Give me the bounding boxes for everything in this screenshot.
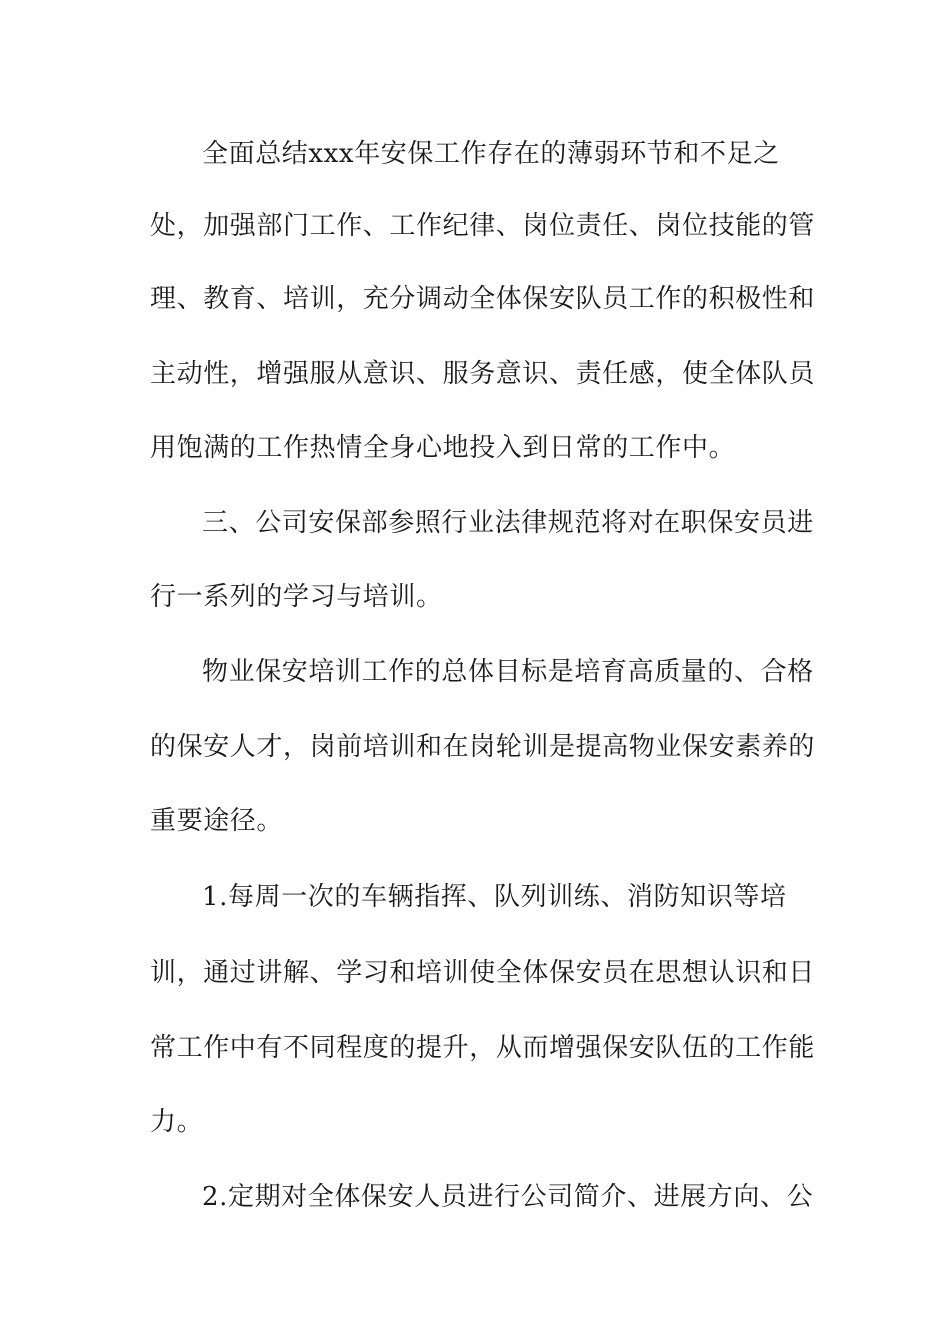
paragraph-line: 物业保安培训工作的总体目标是培育高质量的、合格: [202, 657, 814, 687]
paragraph-line: 2.定期对全体保安人员进行公司简介、进展方向、公: [202, 1182, 814, 1212]
paragraph-line: 重要途径。: [150, 806, 284, 836]
paragraph-line: 训，通过讲解、学习和培训使全体保安员在思想认识和日: [150, 958, 816, 988]
paragraph-line: 的保安人才，岗前培训和在岗轮训是提高物业保安素养的: [150, 732, 816, 762]
paragraph-line: 全面总结xxx年安保工作存在的薄弱环节和不足之: [202, 139, 780, 169]
paragraph-line: 处，加强部门工作、工作纪律、岗位责任、岗位技能的管: [150, 211, 816, 241]
paragraph-line: 用饱满的工作热情全身心地投入到日常的工作中。: [150, 433, 736, 463]
paragraph-line: 力。: [150, 1107, 204, 1137]
paragraph-line: 1.每周一次的车辆指挥、队列训练、消防知识等培: [202, 882, 787, 912]
paragraph-line: 行一系列的学习与培训。: [150, 582, 443, 612]
paragraph-line: 主动性，增强服从意识、服务意识、责任感，使全体队员: [150, 359, 816, 389]
paragraph-line: 常工作中有不同程度的提升，从而增强保安队伍的工作能: [150, 1033, 816, 1063]
paragraph-line: 理、教育、培训，充分调动全体保安队员工作的积极性和: [150, 284, 816, 314]
paragraph-line: 三、公司安保部参照行业法律规范将对在职保安员进: [202, 508, 814, 538]
